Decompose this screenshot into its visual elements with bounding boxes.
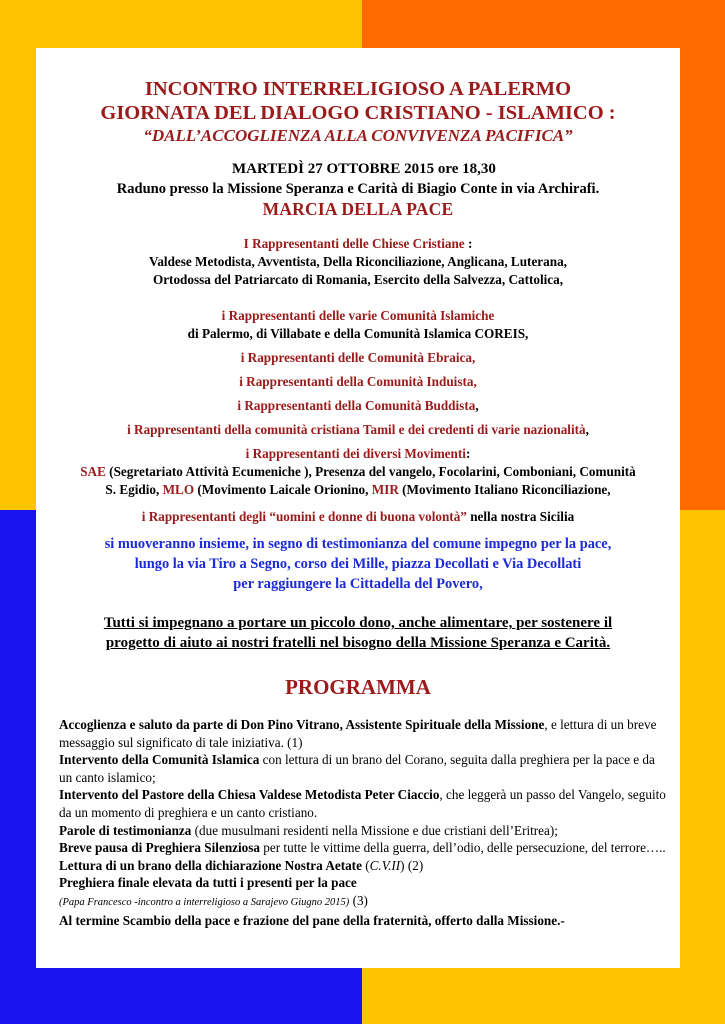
border-bottom-yellow xyxy=(362,968,725,1024)
movements-label: i Rappresentanti dei diversi Movimenti xyxy=(245,446,466,461)
flyer-page xyxy=(36,48,680,968)
mir-acronym: MIR xyxy=(371,482,399,497)
border-right-yellow xyxy=(680,510,725,1024)
hindu-reps: i Rappresentanti della Comunità Induista, xyxy=(239,374,477,389)
header-motto: “DALL’ACCOGLIENZA ALLA CONVIVENZA PACIFICA” xyxy=(143,126,573,145)
event-gathering: Raduno presso la Missione Speranza e Carità di Biagio Conte in via Archirafi. xyxy=(116,181,600,197)
border-top-right-orange xyxy=(362,0,725,48)
program-list xyxy=(36,716,680,929)
buddhist-reps: i Rappresentanti della Comunità Buddista, xyxy=(237,398,479,413)
border-left-yellow xyxy=(0,0,36,510)
program-item: Breve pausa di Preghiera Silenziosa per tutte le vittime della guerra, dell’odio, delle persecuzione, del terrore….. xyxy=(59,840,666,856)
mlo-acronym: MLO xyxy=(162,482,195,497)
tamil-reps: i Rappresentanti della comunità cristiana Tamil e dei credenti di varie nazionalità, xyxy=(127,422,589,437)
header-subtitle: GIORNATA DEL DIALOGO CRISTIANO - ISLAMICO : xyxy=(100,102,616,124)
christian-reps-list-1: Valdese Metodista, Avventista, Della Riconciliazione, Anglicana, Luterana, xyxy=(149,254,567,269)
islamic-reps: i Rappresentanti delle varie Comunità Islamiche di Palermo, di Villabate e della Comunità Islamica COREIS, xyxy=(36,307,680,343)
program-item: Accoglienza e saluto da parte di Don Pino Vitrano, Assistente Spirituale della Missione, e lettura di un breve messaggio sul significato di tale iniziativa. (1) xyxy=(59,717,657,750)
program-item: Parole di testimonianza (due musulmani residenti nella Missione e due cristiani dell’Eritrea); xyxy=(59,822,558,838)
program-title: PROGRAMMA xyxy=(285,675,431,699)
movements-reps: i Rappresentanti dei diversi Movimenti: SAE (Segretariato Attività Ecumeniche ), Presenza del vangelo, Focolarini, Comboniani, Comunità S. Egidio, MLO (Movimento Laicale Orionino, MIR (Movimento Italiano Riconciliazione, xyxy=(80,446,636,497)
islamic-reps-label: i Rappresentanti delle varie Comunità Islamiche xyxy=(221,308,495,323)
islamic-reps-list: di Palermo, di Villabate e della Comunità Islamica COREIS xyxy=(187,326,526,341)
border-bottom-blue xyxy=(0,968,362,1024)
header-title: INCONTRO INTERRELIGIOSO A PALERMO xyxy=(144,78,572,100)
program-item: Preghiera finale elevata da tutti i presenti per la pace xyxy=(59,875,357,891)
program-item-note: (Papa Francesco -incontro a interreligioso a Sarajevo Giugno 2015) (3) xyxy=(59,892,368,908)
christian-reps: I Rappresentanti delle Chiese Cristiane : Valdese Metodista, Avventista, Della Riconciliazione, Anglicana, Luterana, Ortodossa del Patriarcato di Romania, Esercito della Salvezza, Cattolica, xyxy=(36,235,680,289)
route-description: si muoveranno insieme, in segno di testimonianza del comune impegno per la pace, lungo la via Tiro a Segno, corso dei Mille, piazza Decollati e Via Decollati per raggiungere la Cittadella del Povero, xyxy=(104,536,612,592)
border-right-orange xyxy=(680,0,725,510)
sae-acronym: SAE xyxy=(80,464,106,479)
goodwill-reps: i Rappresentanti degli “uomini e donne di buona volontà” nella nostra Sicilia xyxy=(141,509,575,524)
jewish-reps: i Rappresentanti delle Comunità Ebraica, xyxy=(240,350,476,365)
christian-reps-label: I Rappresentanti delle Chiese Cristiane xyxy=(243,236,465,251)
program-item: Intervento della Comunità Islamica con lettura di un brano del Corano, seguita dalla preghiera per la pace e da un canto islamico; xyxy=(59,752,655,785)
event-march-title: MARCIA DELLA PACE xyxy=(262,199,454,219)
program-item: Intervento del Pastore della Chiesa Valdese Metodista Peter Ciaccio, che leggerà un passo del Vangelo, seguito da un momento di preghiera e un canto cristiano. xyxy=(59,787,666,820)
program-item: Lettura di un brano della dichiarazione Nostra Aetate (C.V.II) (2) xyxy=(59,857,424,873)
commitment-note: Tutti si impegnano a portare un piccolo dono, anche alimentare, per sostenere il progetto di aiuto ai nostri fratelli nel bisogno della Missione Speranza e Carità. xyxy=(103,615,613,651)
border-top-left-yellow xyxy=(0,0,362,48)
border-left-blue xyxy=(0,510,36,1024)
christian-reps-list-2: Ortodossa del Patriarcato di Romania, Esercito della Salvezza, Cattolica, xyxy=(152,272,564,287)
event-date: MARTEDÌ 27 OTTOBRE 2015 ore 18,30 xyxy=(232,161,496,177)
program-item: Al termine Scambio della pace e frazione del pane della fraternità, offerto dalla Missione.- xyxy=(59,912,565,928)
